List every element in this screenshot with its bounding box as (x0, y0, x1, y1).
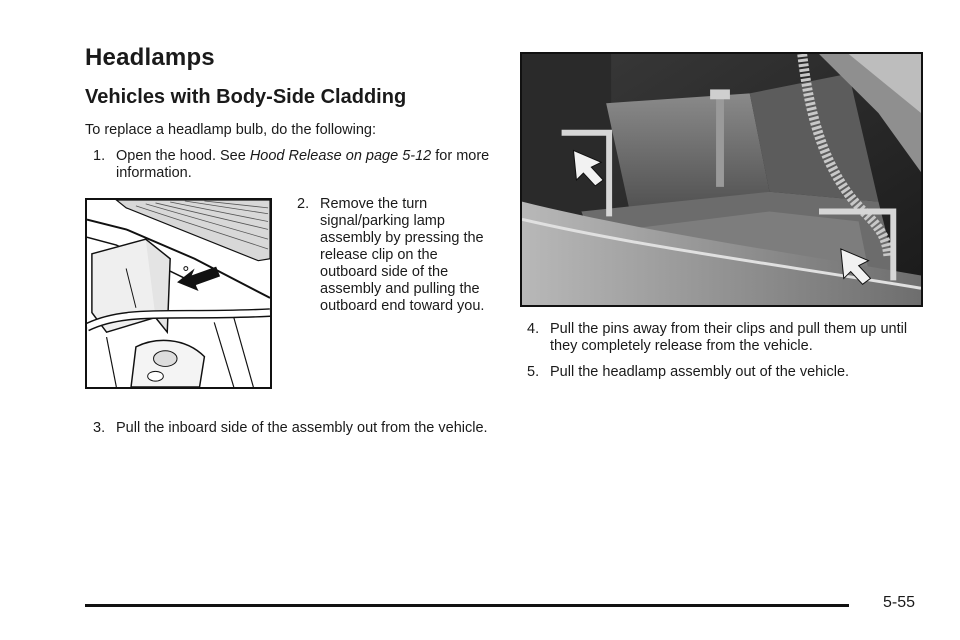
step-5 (527, 364, 932, 381)
headlamp-pins-photo (520, 52, 923, 307)
intro-text: To replace a headlamp bulb, do the following: (85, 122, 376, 138)
page-title: Headlamps (85, 44, 215, 71)
page-number: 5-55 (883, 594, 916, 611)
step-text: Pull the pins away from their clips and pull them up until they completely release from the vehicle. (550, 321, 908, 354)
step-2 (297, 196, 497, 315)
step-text: Pull the headlamp assembly out of the vehicle. (550, 364, 850, 380)
step-number: 3. (93, 420, 106, 436)
step-3 (93, 420, 493, 437)
step-text (93, 148, 493, 182)
cross-reference-link[interactable]: Hood Release on page 5-12 (249, 148, 432, 164)
step-number: 2. (297, 196, 310, 212)
footer-rule (85, 604, 849, 607)
section-heading: Vehicles with Body-Side Cladding (85, 86, 407, 108)
step-text-lead: Open the hood. See (116, 148, 250, 164)
step-number: 4. (527, 321, 540, 337)
step-text-tail: for more information. (116, 148, 490, 181)
step-text: Remove the turn signal/parking lamp assembly by pressing the release clip on the outboard side of the assembly and pulling the outboard end toward you. (320, 196, 485, 314)
step-number: 5. (527, 364, 540, 380)
step-number: 1. (93, 148, 106, 164)
release-clip-illustration (85, 198, 272, 389)
step-text: Pull the inboard side of the assembly out from the vehicle. (116, 420, 488, 436)
step-1 (93, 148, 493, 182)
step-4 (527, 321, 932, 355)
